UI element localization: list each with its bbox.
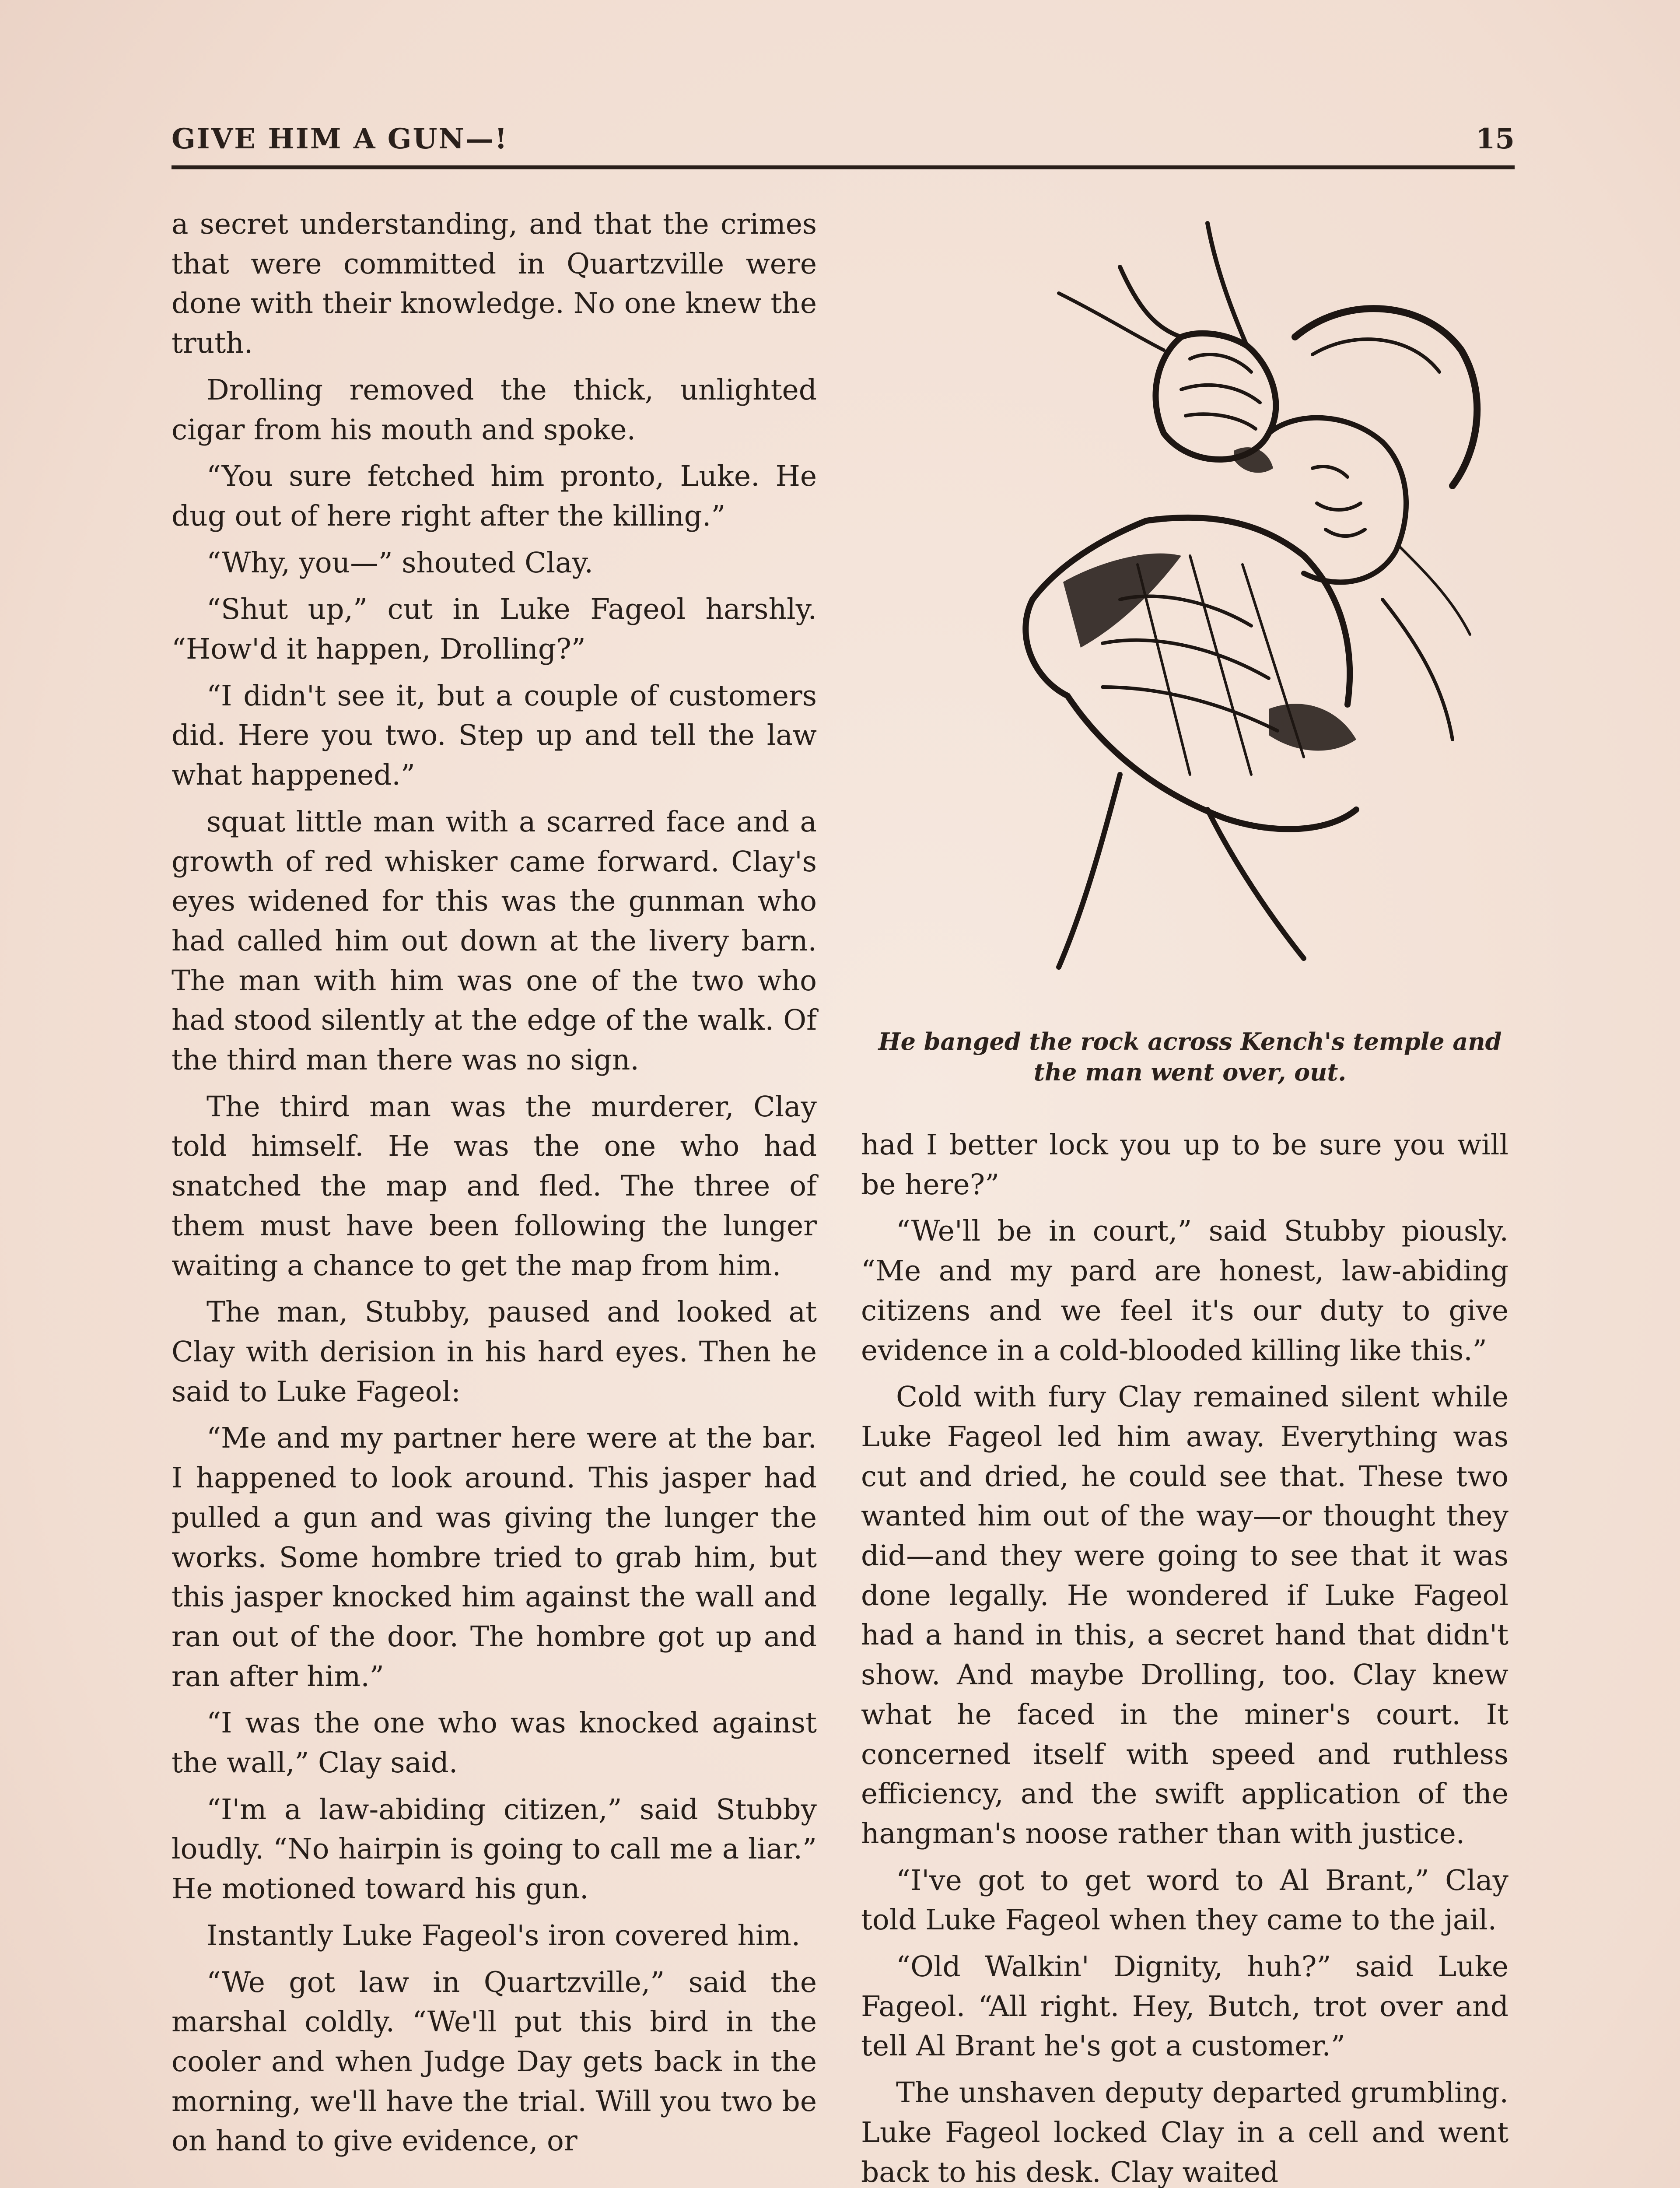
- paragraph: “I've got to get word to Al Brant,” Clay told Luke Fageol when they came to the jail.: [861, 1864, 1508, 1937]
- paragraph: “I was the one who was knocked against the wall,” Clay said.: [172, 1707, 817, 1780]
- paragraph: “Why, you—” shouted Clay.: [206, 546, 593, 579]
- paragraph: a secret understanding, and that the crimes that were committed in Quartzville were done with their knowledge. No one knew the truth.: [172, 208, 817, 360]
- paragraph: The unshaven deputy departed grumbling. Luke Fageol locked Clay in a cell and went back to his desk. Clay waited: [861, 2076, 1508, 2188]
- paragraph: “Shut up,” cut in Luke Fageol harshly. “How'd it happen, Drolling?”: [172, 593, 817, 666]
- paragraph: Cold with fury Clay remained silent while Luke Fageol led him away. Everything was cut and dried, he could see that. These two wanted him out of the way—or thought they did—and they were going to see that it was done legally. He wondered if Luke Fageol had a hand in this, a secret hand that didn't show. And maybe Drolling, too. Clay knew what he faced in the miner's court. It concerned itself with speed and ruthless efficiency, and the swift application of the hangman's noose rather than with justice.: [861, 1381, 1508, 1850]
- paragraph: “Old Walkin' Dignity, huh?” said Luke Fageol. “All right. Hey, Butch, trot over and tell Al Brant he's got a customer.”: [861, 1950, 1508, 2063]
- paragraph: Drolling removed the thick, unlighted cigar from his mouth and spoke.: [172, 373, 817, 446]
- paragraph: The third man was the murderer, Clay told himself. He was the one who had snatched the map and fled. The three of them must have been following the lunger waiting a chance to get the map from him.: [172, 1090, 817, 1282]
- paragraph: “You sure fetched him pronto, Luke. He dug out of here right after the killing.”: [172, 460, 817, 533]
- page-header: [172, 123, 1515, 166]
- paragraph: had I better lock you up to be sure you will be here?”: [861, 1129, 1508, 1201]
- paragraph: squat little man with a scarred face and a growth of red whisker came forward. Clay's eyes widened for this was the gunman who had called him out down at the livery barn. The man with him was one of the two who had stood silently at the edge of the walk. Of the third man there was no sign.: [172, 805, 817, 1077]
- running-head: GIVE HIM A GUN—!: [172, 123, 508, 155]
- paragraph: “I'm a law-abiding citizen,” said Stubby loudly. “No hairpin is going to call me a liar.” He motioned toward his gun.: [172, 1793, 817, 1906]
- paragraph: “We got law in Quartzville,” said the marshal coldly. “We'll put this bird in the cooler and when Judge Day gets back in the morning, we'll have the trial. Will you two be on hand to give evidence, or: [172, 1966, 817, 2158]
- paragraph: Instantly Luke Fageol's iron covered him.: [206, 1919, 801, 1952]
- paragraph: “We'll be in court,” said Stubby piously. “Me and my pard are honest, law-abiding citizens and we feel it's our duty to give evidence in a cold-blooded killing like this.”: [861, 1215, 1508, 1367]
- paragraph: The man, Stubby, paused and looked at Clay with derision in his hard eyes. Then he said to Luke Fageol:: [172, 1296, 817, 1408]
- header-rule: [172, 165, 1515, 169]
- paragraph: “Me and my partner here were at the bar. I happened to look around. This jasper had pulled a gun and was giving the lunger the works. Some hombre tried to grab him, but this jasper knocked him against the wall and ran out of the door. The hombre got up and ran after him.”: [172, 1422, 817, 1693]
- paragraph: “I didn't see it, but a couple of customers did. Here you two. Step up and tell the law what happened.”: [172, 679, 817, 792]
- page-number: 15: [1475, 123, 1515, 155]
- illustration-caption: He banged the rock across Kench's temple and the man went over, out.: [878, 1027, 1502, 1086]
- right-column: [861, 1126, 1508, 2188]
- illustration-fight-icon: [875, 206, 1505, 1020]
- left-column: [172, 205, 817, 2168]
